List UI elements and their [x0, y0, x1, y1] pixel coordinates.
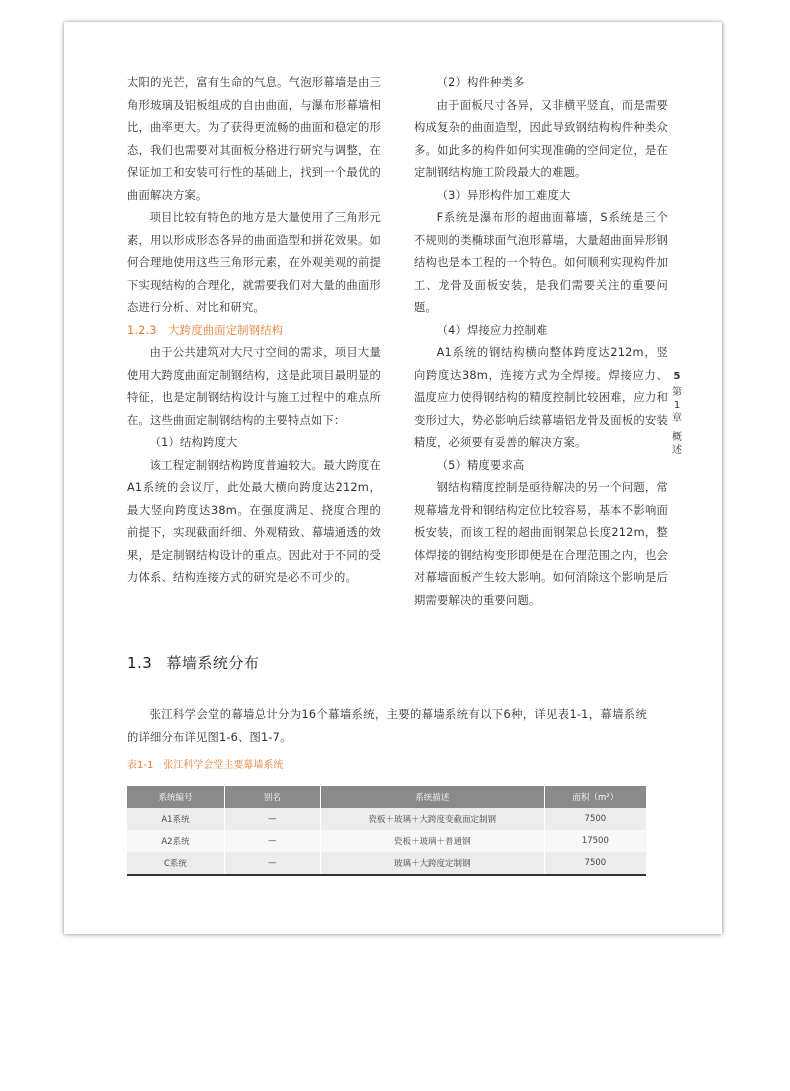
subsection-number: 1.2.3	[127, 323, 157, 337]
chapter-char: 概	[672, 432, 682, 443]
table-cell: —	[224, 852, 320, 875]
section-intro: 张江科学会堂的幕墙总计分为16个幕墙系统，主要的幕墙系统有以下6种，详见表1-1，幕墙系统的详细分布详见图1-6、图1-7。	[127, 708, 647, 744]
chapter-char: 述	[672, 445, 682, 456]
item-title: （1）结构跨度大	[149, 436, 238, 449]
table-cell: 瓷板＋玻璃＋大跨度变截面定制钢	[320, 808, 544, 830]
table-header-cell: 面积（m²）	[544, 786, 646, 808]
table-caption-title: 张江科学会堂主要幕墙系统	[163, 760, 284, 771]
section-title: 幕墙系统分布	[166, 654, 260, 672]
table-caption	[127, 756, 283, 771]
table-header-row	[127, 786, 646, 808]
paragraph: 钢结构精度控制是亟待解决的另一个问题，常规幕墙龙骨和钢结构定位比较容易，基本不影响面板安装，而该工程的超曲面钢架总长度212m，整体焊接的钢结构变形即便是在合理范围之内，也会对幕墙面板产生较大影响。如何消除这个影响是后期需要解决的重要问题。	[414, 481, 668, 607]
table-row	[127, 830, 646, 852]
item-title: （2）构件种类多	[436, 76, 525, 89]
chapter-char: 章	[672, 413, 682, 424]
subsection-heading	[127, 320, 381, 343]
item-title: （4）焊接应力控制难	[436, 323, 548, 337]
table-cell: —	[224, 808, 320, 830]
book-page	[64, 22, 722, 934]
systems-table	[127, 786, 646, 876]
item-title: （5）精度要求高	[436, 458, 525, 472]
subsection-title: 大跨度曲面定制钢结构	[168, 323, 284, 337]
table-cell: A1系统	[127, 808, 224, 830]
table-cell: 7500	[544, 808, 646, 830]
table-row	[127, 852, 646, 875]
paragraph: A1系统的钢结构横向整体跨度达212m，竖向跨度达38m，连接方式为全焊接。焊接应力、温度应力使得钢结构的精度控制比较困难，应力和变形过大，势必影响后续幕墙铝龙骨及面板的安装精度，必须要有妥善的解决方案。	[414, 346, 668, 449]
paragraph: F系统是瀑布形的超曲面幕墙，S系统是三个不规则的类椭球面气泡形幕墙，大量超曲面异形钢结构也是本工程的一个特色。如何顺利实现构件加工、龙骨及面板安装，是我们需要关注的重要问题。	[414, 211, 668, 314]
table-cell: C系统	[127, 852, 224, 875]
paragraph: 项目比较有特色的地方是大量使用了三角形元素，用以形成形态各异的曲面造型和拼花效果。如何合理地使用这些三角形元素，在外观美观的前提下实现结构的合理化，就需要我们对大量的曲面形态进行分析、对比和研究。	[127, 211, 381, 314]
right-column	[414, 72, 668, 612]
page-number: 5	[673, 371, 681, 382]
table-cell: 17500	[544, 830, 646, 852]
table-cell: 玻璃＋大跨度定制钢	[320, 852, 544, 875]
table-header-cell: 系统编号	[127, 786, 224, 808]
section-number: 1.3	[127, 654, 153, 672]
paragraph: 由于面板尺寸各异，又非横平竖直，而是需要构成复杂的曲面造型，因此导致钢结构构件种类众多。如此多的构件如何实现准确的空间定位，是在定制钢结构施工阶段最大的难题。	[414, 98, 668, 179]
table-cell: A2系统	[127, 830, 224, 852]
paragraph: 太阳的光芒，富有生命的气息。气泡形幕墙是由三角形玻璃及铝板组成的自由曲面，与瀑布形幕墙相比，曲率更大。为了获得更流畅的曲面和稳定的形态，我们也需要对其面板分格进行研究与调整，在保证加工和安装可行性的基础上，找到一个最优的曲面解决方案。	[127, 76, 381, 202]
paragraph: 该工程定制钢结构跨度普遍较大。最大跨度在A1系统的会议厅，此处最大横向跨度达212m，最大竖向跨度达38m。在强度满足、挠度合理的前提下，实现截面纤细、外观精致、幕墙通透的效果，是定制钢结构设计的重点。因此对于不同的受力体系、结构连接方式的研究是必不可少的。	[127, 458, 381, 584]
table-header-cell: 系统描述	[320, 786, 544, 808]
section-heading	[127, 652, 259, 673]
table-cell: 瓷板＋玻璃＋普通钢	[320, 830, 544, 852]
item-title: （3）异形构件加工难度大	[436, 188, 571, 202]
table-header-cell: 别名	[224, 786, 320, 808]
paragraph: 由于公共建筑对大尺寸空间的需求，项目大量使用大跨度曲面定制钢结构，这是此项目最明显的特征，也是定制钢结构设计与施工过程中的难点所在。这些曲面定制钢结构的主要特点如下：	[127, 346, 381, 427]
chapter-side-tab	[670, 370, 684, 457]
table-row	[127, 808, 646, 830]
table-cell: —	[224, 830, 320, 852]
left-column	[127, 72, 381, 590]
table-caption-number: 表1-1	[127, 760, 154, 771]
table-cell: 7500	[544, 852, 646, 875]
chapter-char: 1	[673, 400, 681, 411]
chapter-char: 第	[672, 387, 682, 398]
